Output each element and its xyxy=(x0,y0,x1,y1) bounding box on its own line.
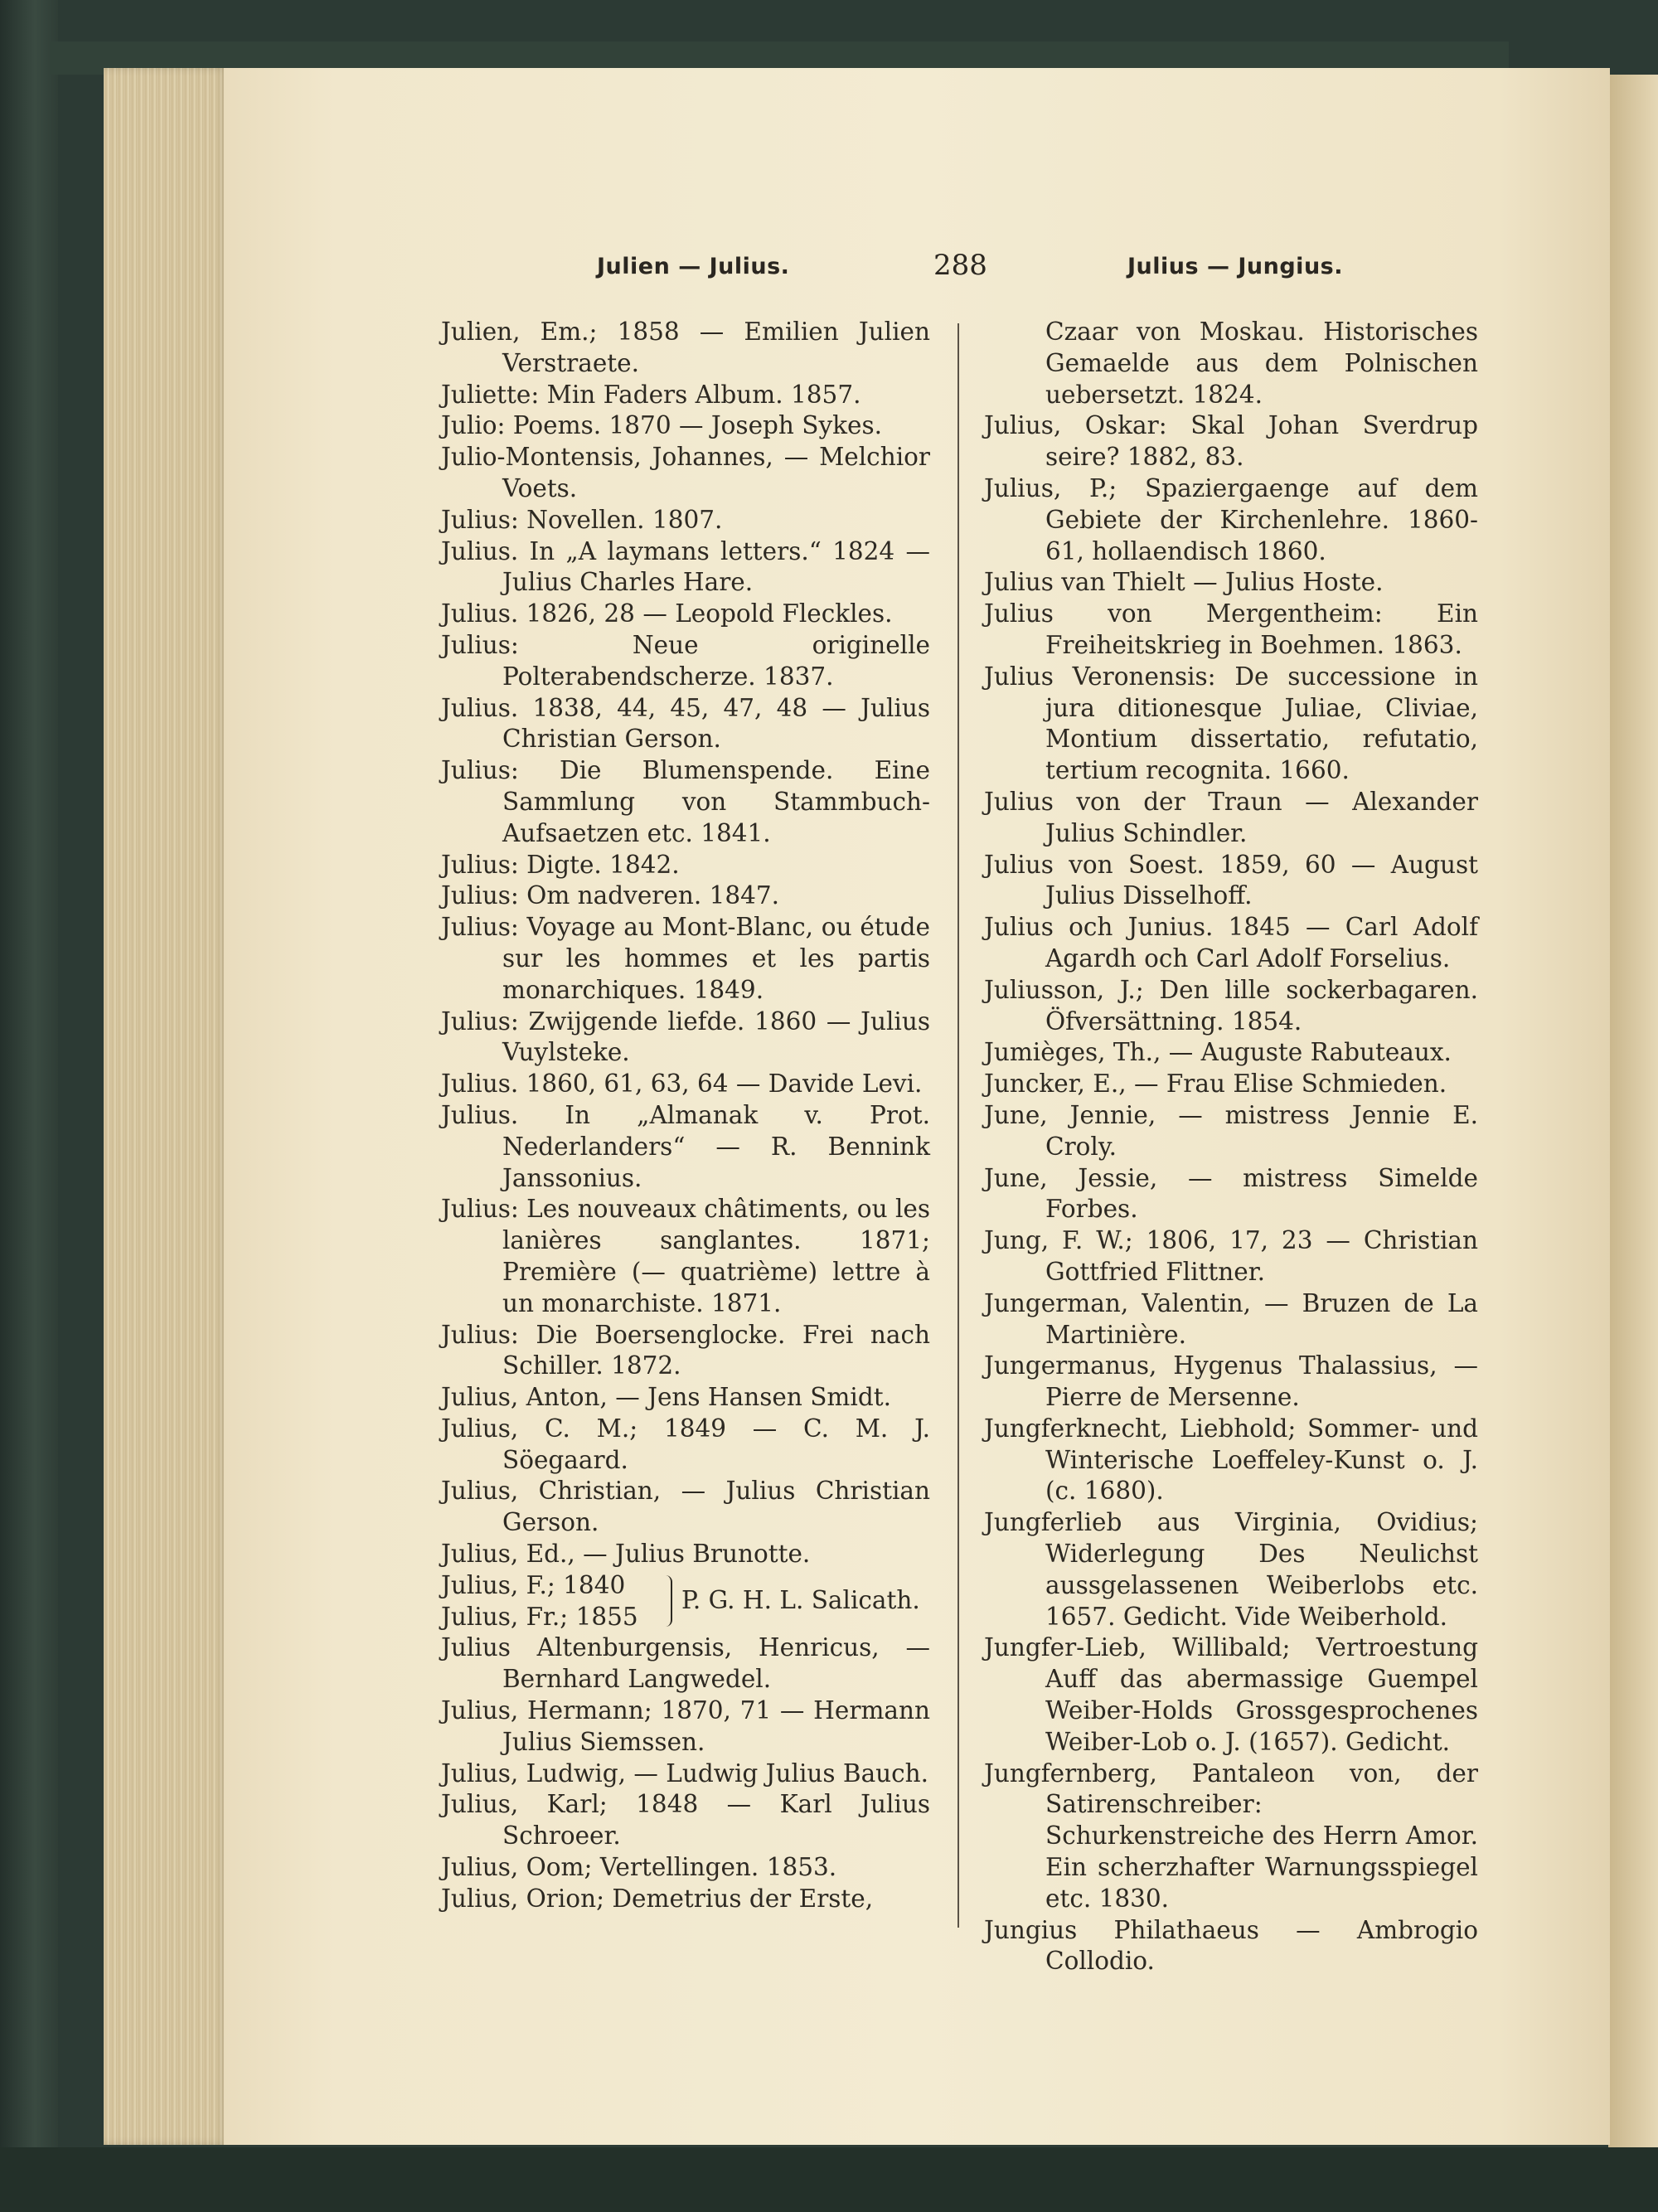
index-entry: Julius, Ed., — Julius Brunotte. xyxy=(441,1540,811,1569)
index-entry: Jungermanus, Hygenus Thalassius, — Pierre de Mersenne. xyxy=(984,1351,1478,1412)
index-entry: Juncker, E., — Frau Elise Schmieden. xyxy=(984,1070,1447,1099)
index-entry: Julius, C. M.; 1849 — C. M. J. Söegaard. xyxy=(441,1414,930,1474)
index-entry: Julius och Junius. 1845 — Carl Adolf Agardh och Carl Adolf Forselius. xyxy=(984,913,1478,973)
index-entry: Julius: Zwijgende liefde. 1860 — Julius Vuylsteke. xyxy=(441,1007,930,1067)
index-entry: Julius, Orion; Demetrius der Erste, xyxy=(441,1884,874,1913)
index-entry: Julius, Ludwig, — Ludwig Julius Bauch. xyxy=(441,1758,929,1788)
left-column-entries xyxy=(441,317,930,1570)
index-entry: Julius, Christian, — Julius Christian Gerson. xyxy=(441,1477,930,1537)
index-entry: Julius: Die Boersenglocke. Frei nach Schiller. 1872. xyxy=(441,1320,930,1380)
index-entry: Julius. In „Almanak v. Prot. Nederlanders“ — R. Bennink Janssonius. xyxy=(441,1100,930,1192)
index-entry: Julius van Thielt — Julius Hoste. xyxy=(984,568,1384,597)
index-entry: Julius: Om nadveren. 1847. xyxy=(441,881,780,910)
curly-brace xyxy=(661,1575,672,1627)
index-entry: June, Jessie, — mistress Simelde Forbes. xyxy=(984,1163,1478,1224)
index-entry: Julius, Hermann; 1870, 71 — Hermann Julius Siemssen. xyxy=(441,1696,930,1756)
left-column-tail-entries xyxy=(441,1632,930,1914)
page-number: 288 xyxy=(933,249,987,282)
brace-entry-line-1: Julius, F.; 1840 xyxy=(441,1570,626,1599)
index-entry: Czaar von Moskau. Historisches Gemaelde aus dem Polnischen uebersetzt. 1824. xyxy=(1045,318,1478,409)
header-right-title: Julius — Jungius. xyxy=(1127,254,1343,279)
index-entry: Julius: Voyage au Mont-Blanc, ou étude sur les hommes et les partis monarchiques. 1849. xyxy=(441,913,930,1004)
index-entry: Julius Altenburgensis, Henricus, — Bernhard Langwedel. xyxy=(441,1633,930,1694)
index-entry: Julius. 1860, 61, 63, 64 — Davide Levi. xyxy=(441,1070,923,1099)
index-entry: Juliette: Min Faders Album. 1857. xyxy=(441,380,861,409)
running-header xyxy=(224,245,1610,285)
index-entry: Julius Veronensis: De successione in jura ditionesque Juliae, Cliviae, Montium dissertatio, refutatio, tertium recognita. 1660. xyxy=(984,662,1478,785)
index-entry: Julio: Poems. 1870 — Joseph Sykes. xyxy=(441,411,883,440)
header-left-title: Julien — Julius. xyxy=(597,254,790,279)
index-entry: Julius: Die Blumenspende. Eine Sammlung von Stammbuch-Aufsaetzen etc. 1841. xyxy=(441,756,930,847)
index-entry: Jungerman, Valentin, — Bruzen de La Martinière. xyxy=(984,1288,1478,1349)
index-entry: Julius: Les nouveaux châtiments, ou les lanières sanglantes. 1871; Première (— quatrième) lettre à un monarchiste. 1871. xyxy=(441,1195,930,1317)
book-cover-left xyxy=(0,0,58,2212)
index-entry: Julius: Digte. 1842. xyxy=(441,850,680,879)
index-entry: Jungfer-Lieb, Willibald; Vertroestung Auff das abermassige Guempel Weiber-Holds Grossgesprochenes Weiber-Lob o. J. (1657). Gedicht. xyxy=(984,1633,1478,1756)
brace-entry-target: P. G. H. L. Salicath. xyxy=(681,1585,920,1614)
index-entry: Julius. 1838, 44, 45, 47, 48 — Julius Christian Gerson. xyxy=(441,693,930,754)
facing-page-edge xyxy=(1608,75,1658,2164)
index-entry: Julius von der Traun — Alexander Julius Schindler. xyxy=(984,787,1478,847)
index-entry: Julius, Oskar: Skal Johan Sverdrup seire? 1882, 83. xyxy=(984,411,1478,472)
index-entry: Jungferlieb aus Virginia, Ovidius; Widerlegung Des Neulichst aussgelassenen Weiberlobs etc. 1657. Gedicht. Vide Weiberhold. xyxy=(984,1508,1478,1631)
index-entry: Julius. 1826, 28 — Leopold Fleckles. xyxy=(441,599,893,628)
left-column xyxy=(441,317,930,1915)
index-entry: Julius von Mergentheim: Ein Freiheitskrieg in Boehmen. 1863. xyxy=(984,599,1478,659)
index-entry: Julius von Soest. 1859, 60 — August Julius Disselhoff. xyxy=(984,850,1478,910)
brace-entry-line-2: Julius, Fr.; 1855 xyxy=(441,1602,638,1631)
index-entry: Julius: Neue originelle Polterabendscherze. 1837. xyxy=(441,630,930,691)
index-entry: Juliusson, J.; Den lille sockerbagaren. Öfversättning. 1854. xyxy=(984,975,1478,1036)
brace-entry xyxy=(441,1570,930,1633)
index-entry: Jung, F. W.; 1806, 17, 23 — Christian Gottfried Flittner. xyxy=(984,1226,1478,1286)
index-entry: Julien, Em.; 1858 — Emilien Julien Verstraete. xyxy=(441,318,930,377)
page-edges xyxy=(104,68,228,2145)
right-column xyxy=(984,317,1478,1977)
book-cover-bottom xyxy=(0,2147,1658,2212)
index-entry: Julius, P.; Spaziergaenge auf dem Gebiete der Kirchenlehre. 1860-61, hollaendisch 1860. xyxy=(984,473,1478,565)
index-entry: Julius: Novellen. 1807. xyxy=(441,505,723,534)
index-entry: Julius, Anton, — Jens Hansen Smidt. xyxy=(441,1383,891,1412)
index-entry: Jungfernberg, Pantaleon von, der Satirenschreiber: Schurkenstreiche des Herrn Amor. Ein scherzhafter Warnungsspiegel etc. 1830. xyxy=(984,1758,1478,1913)
column-divider xyxy=(957,323,959,1928)
index-entry: Jungius Philathaeus — Ambrogio Collodio. xyxy=(984,1915,1478,1976)
index-entry: Julio-Montensis, Johannes, — Melchior Voets. xyxy=(441,443,930,502)
index-entry: Jumièges, Th., — Auguste Rabuteaux. xyxy=(984,1038,1452,1067)
index-entry: Julius, Oom; Vertellingen. 1853. xyxy=(441,1853,837,1882)
index-entry: Julius. In „A laymans letters.“ 1824 — Julius Charles Hare. xyxy=(441,536,930,597)
index-entry: Julius, Karl; 1848 — Karl Julius Schroeer. xyxy=(441,1790,930,1851)
index-entry: June, Jennie, — mistress Jennie E. Croly. xyxy=(984,1100,1478,1161)
index-entry: Jungferknecht, Liebhold; Sommer- und Winterische Loeffeley-Kunst o. J. (c. 1680). xyxy=(984,1414,1478,1506)
